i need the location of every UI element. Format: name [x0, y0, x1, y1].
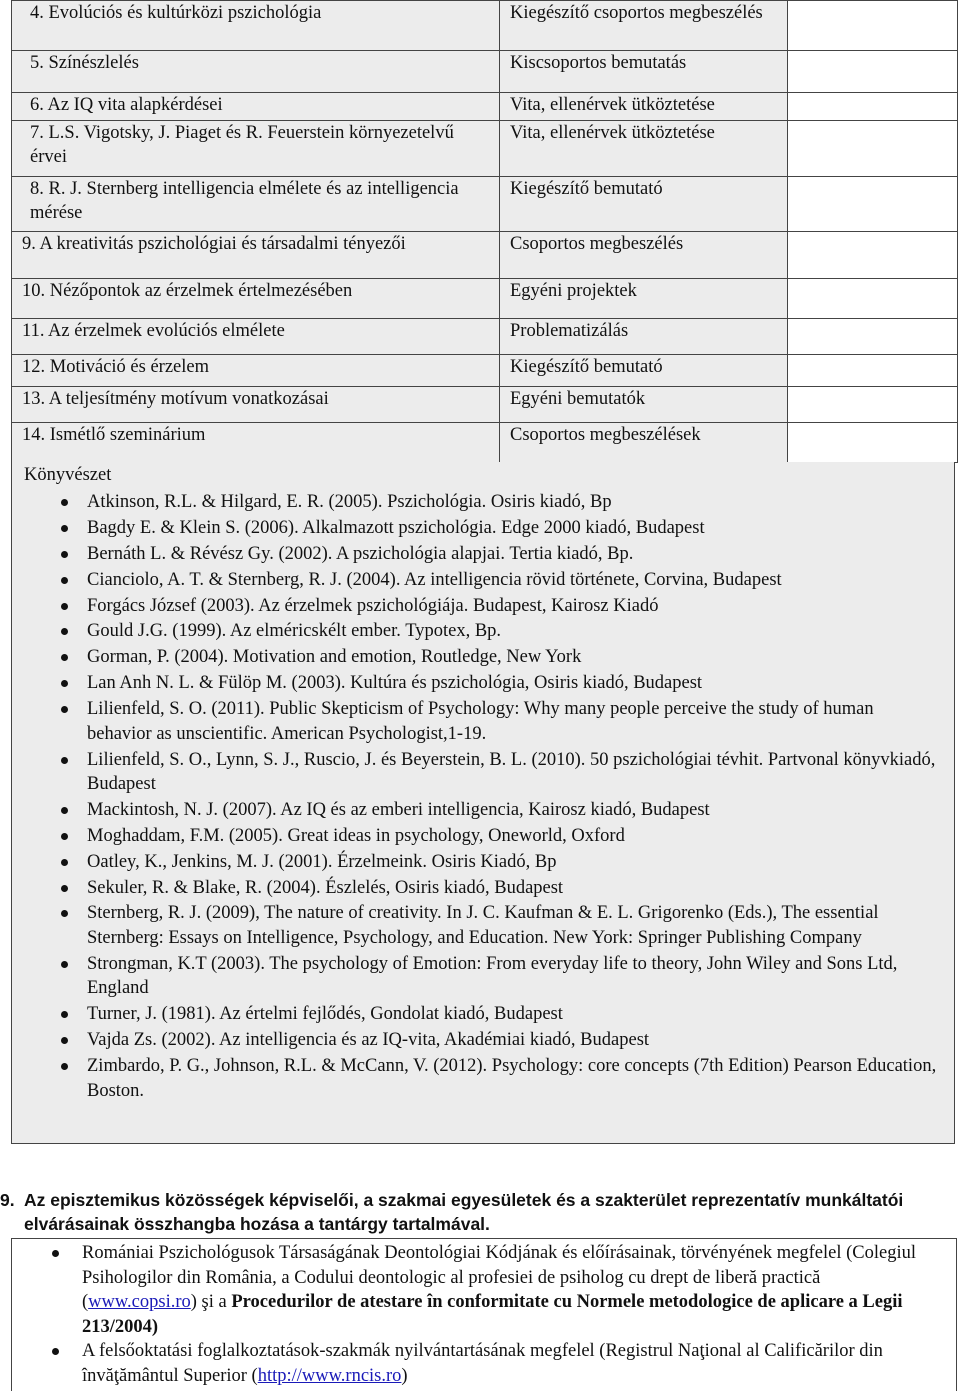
topic-cell: 9. A kreativitás pszichológiai és társadalmi tényezői	[12, 232, 500, 279]
table-row	[12, 279, 958, 319]
table-row	[12, 355, 958, 387]
reference-text: Atkinson, R.L. & Hilgard, E. R. (2005). Pszichológia. Osiris kiadó, Bp	[87, 492, 612, 512]
table-row	[12, 177, 958, 232]
list-item	[12, 645, 954, 670]
reference-text: Lan Anh N. L. & Fülöp M. (2003). Kultúra és pszichológia, Osiris kiadó, Budapest	[87, 673, 703, 694]
bibliography-box	[11, 462, 955, 1144]
list-item	[12, 952, 954, 1001]
reference-text: Sekuler, R. & Blake, R. (2004). Észlelés, Osiris kiadó, Budapest	[87, 877, 564, 898]
reference-text: Cianciolo, A. T. & Sternberg, R. J. (2004). Az intelligencia rövid története, Corvina, Budapest	[87, 569, 782, 590]
bullet-icon	[61, 757, 68, 764]
topic-cell: 4. Evolúciós és kultúrközi pszichológia	[12, 1, 500, 51]
method-cell: Csoportos megbeszélés	[500, 232, 788, 279]
bullet-icon	[61, 1011, 68, 1018]
empty-cell	[788, 51, 958, 93]
bullet-icon	[61, 885, 68, 892]
topic-cell: 11. Az érzelmek evolúciós elmélete	[12, 319, 500, 355]
method-cell: Kiscsoportos bemutatás	[500, 51, 788, 93]
list-item	[12, 542, 954, 567]
item-bold-text: Procedurilor de atestare în conformitate cu Normele metodologice de aplicare a Legii 213/2004)	[82, 1292, 903, 1337]
bullet-icon	[61, 910, 68, 917]
bullet-icon	[61, 499, 68, 506]
bullet-icon	[61, 525, 68, 532]
method-cell: Vita, ellenérvek ütköztetése	[500, 121, 788, 177]
method-cell: Problematizálás	[500, 319, 788, 355]
list-item	[12, 1002, 954, 1027]
bullet-icon	[61, 680, 68, 687]
method-cell: Kiegészítő csoportos megbeszélés	[500, 1, 788, 51]
list-item	[12, 824, 954, 849]
empty-cell	[788, 387, 958, 423]
empty-cell	[788, 1, 958, 51]
reference-text: Gorman, P. (2004). Motivation and emotion, Routledge, New York	[87, 647, 582, 668]
topic-cell: 8. R. J. Sternberg intelligencia elmélete és az intelligencia mérése	[12, 177, 500, 232]
empty-cell	[788, 319, 958, 355]
topic-cell: 13. A teljesítmény motívum vonatkozásai	[12, 387, 500, 423]
bullet-icon	[61, 628, 68, 635]
item-text: )	[401, 1365, 408, 1386]
list-item	[12, 876, 954, 901]
reference-text: Gould J.G. (1999). Az elméricskélt ember. Typotex, Bp.	[87, 621, 502, 642]
reference-text: Lilienfeld, S. O., Lynn, S. J., Ruscio, J. és Beyerstein, B. L. (2010). 50 pszichológiai tévhit. Partvonal könyvkiadó, Budapest	[87, 749, 936, 795]
bibliography-heading: Könyvészet	[24, 465, 112, 485]
section-title: Az episztemikus közösségek képviselői, a szakmai egyesületek és a szakterület reprezentatív munkáltatói elvárásainak összhangba hozása a tantárgy tartalmával.	[24, 1190, 904, 1234]
reference-text: Lilienfeld, S. O. (2011). Public Skepticism of Psychology: Why many people perceive the study of human behavior as unscientific. American Psychologist,1-19.	[87, 699, 874, 744]
empty-cell	[788, 279, 958, 319]
schedule-table	[11, 0, 958, 463]
topic-cell: 12. Motiváció és érzelem	[12, 355, 500, 387]
bullet-icon	[61, 961, 68, 968]
method-cell: Vita, ellenérvek ütköztetése	[500, 93, 788, 121]
bullet-icon	[61, 833, 68, 840]
requirements-list	[12, 1241, 956, 1388]
list-item	[12, 748, 954, 797]
bullet-icon	[61, 706, 68, 713]
rncis-link[interactable]: http://www.rncis.ro	[257, 1365, 402, 1386]
bullet-icon	[61, 654, 68, 661]
list-item	[12, 901, 954, 950]
topic-cell: 5. Színészlelés	[12, 51, 500, 93]
bullet-icon	[61, 1063, 68, 1070]
list-item	[12, 619, 954, 644]
list-item	[12, 1241, 956, 1339]
topic-cell: 14. Ismétlő szeminárium	[12, 423, 500, 463]
table-row	[12, 319, 958, 355]
copsi-link[interactable]: www.copsi.ro	[88, 1292, 191, 1312]
list-item	[12, 490, 954, 515]
topic-cell: 7. L.S. Vigotsky, J. Piaget és R. Feuerstein környezetelvű érvei	[12, 121, 500, 177]
section-number: 9.	[0, 1190, 15, 1210]
table-row	[12, 1, 958, 51]
empty-cell	[788, 232, 958, 279]
reference-text: Forgács József (2003). Az érzelmek pszichológiája. Budapest, Kairosz Kiadó	[87, 595, 659, 616]
bullet-icon	[61, 1037, 68, 1044]
reference-text: Bernáth L. & Révész Gy. (2002). A pszichológia alapjai. Tertia kiadó, Bp.	[87, 543, 634, 564]
list-item	[12, 850, 954, 875]
bullet-icon	[61, 603, 68, 610]
list-item	[12, 1054, 954, 1103]
reference-text: Zimbardo, P. G., Johnson, R.L. & McCann, V. (2012). Psychology: core concepts (7th Edition) Pearson Education, Boston.	[87, 1056, 937, 1101]
method-cell: Kiegészítő bemutató	[500, 355, 788, 387]
bullet-icon	[52, 1250, 59, 1257]
topic-cell: 6. Az IQ vita alapkérdései	[12, 93, 500, 121]
table-row	[12, 232, 958, 279]
empty-cell	[788, 93, 958, 121]
reference-text: Bagdy E. & Klein S. (2006). Alkalmazott pszichológia. Edge 2000 kiadó, Budapest	[87, 517, 705, 538]
section-9-box	[11, 1238, 957, 1391]
bullet-icon	[61, 807, 68, 814]
bullet-icon	[61, 859, 68, 866]
item-text: ) şi a	[190, 1292, 232, 1312]
reference-text: Oatley, K., Jenkins, M. J. (2001). Érzelmeink. Osiris Kiadó, Bp	[87, 851, 557, 872]
method-cell: Egyéni bemutatók	[500, 387, 788, 423]
reference-text: Sternberg, R. J. (2009), The nature of creativity. In J. C. Kaufman & E. L. Grigorenko (Eds.), The essential Sternberg: Essays on Intelligence, Psychology, and Education. New York: Springer Publishing Company	[87, 903, 879, 948]
table-row	[12, 387, 958, 423]
method-cell: Csoportos megbeszélések	[500, 423, 788, 463]
table-row	[12, 423, 958, 463]
topic-cell: 10. Nézőpontok az érzelmek értelmezésében	[12, 279, 500, 319]
empty-cell	[788, 121, 958, 177]
reference-text: Mackintosh, N. J. (2007). Az IQ és az emberi intelligencia, Kairosz kiadó, Budapest	[87, 799, 710, 820]
bullet-icon	[52, 1348, 59, 1355]
empty-cell	[788, 177, 958, 232]
list-item	[12, 1339, 956, 1388]
list-item	[12, 594, 954, 619]
method-cell: Kiegészítő bemutató	[500, 177, 788, 232]
bibliography-list	[12, 490, 954, 1104]
reference-text: Moghaddam, F.M. (2005). Great ideas in psychology, Oneworld, Oxford	[87, 825, 625, 846]
list-item	[12, 671, 954, 696]
reference-text: Turner, J. (1981). Az értelmi fejlődés, Gondolat kiadó, Budapest	[87, 1004, 563, 1025]
item-text: A felsőoktatási foglalkoztatások-szakmák nyilvántartásának megfelel (Registrul Naţional al Calificărilor din învăţământul Superior (	[82, 1341, 883, 1386]
bullet-icon	[61, 577, 68, 584]
reference-text: Vajda Zs. (2002). Az intelligencia és az IQ-vita, Akadémiai kiadó, Budapest	[87, 1030, 650, 1051]
table-row	[12, 51, 958, 93]
list-item	[12, 516, 954, 541]
empty-cell	[788, 423, 958, 463]
list-item	[12, 1028, 954, 1053]
method-cell: Egyéni projektek	[500, 279, 788, 319]
list-item	[12, 568, 954, 593]
table-row	[12, 93, 958, 121]
item-text: Romániai Pszichológusok Társaságának Deontológiai Kódjának és előírásainak, törvényének megfelel (Colegiul Psihologilor din România, a Codului deontologic al profesiei de psiholog cu drept de liberă practică (	[82, 1243, 916, 1312]
empty-cell	[788, 355, 958, 387]
list-item	[12, 798, 954, 823]
table-row	[12, 121, 958, 177]
reference-text: Strongman, K.T (2003). The psychology of Emotion: From everyday life to theory, John Wiley and Sons Ltd, England	[87, 953, 898, 999]
bullet-icon	[61, 551, 68, 558]
list-item	[12, 697, 954, 746]
